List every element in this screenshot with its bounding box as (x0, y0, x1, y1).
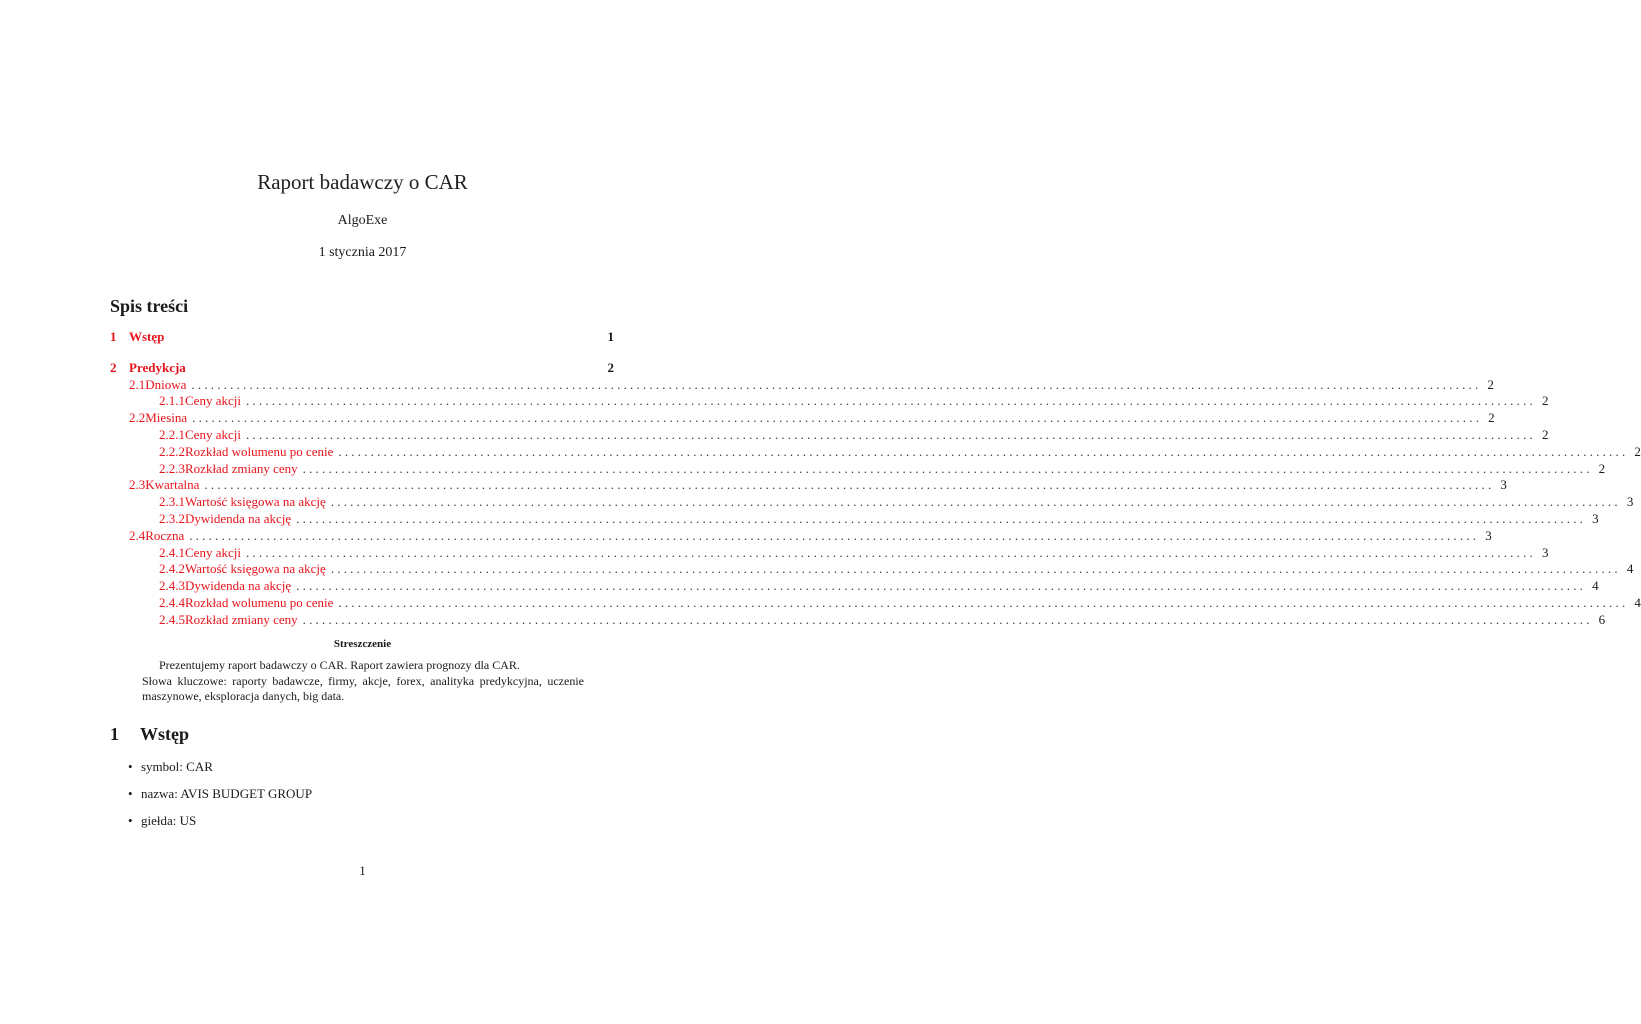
toc-leader-dots: ........................................................................................................................................................................................................ (245, 393, 1536, 409)
toc-entry-page: 2 (1488, 410, 1495, 426)
toc-entry[interactable] (110, 611, 1606, 629)
toc-leader-dots: ........................................................................................................................................................................................................ (338, 594, 1629, 610)
toc-entry[interactable] (110, 410, 1495, 427)
toc-leader-dots: ........................................................................................................................................................................................................ (296, 578, 1587, 594)
toc-leader-dots: ........................................................................................................................................................................................................ (330, 561, 1621, 577)
toc-entry-number[interactable]: 1 (110, 329, 117, 344)
abstract-paragraph: Prezentujemy raport badawczy o CAR. Raport zawiera prognozy dla CAR. (159, 658, 520, 672)
toc-entry-link[interactable]: Rozkład wolumenu po cenie (185, 594, 334, 610)
toc-entry-page: 1 (607, 329, 614, 344)
toc-entry[interactable] (110, 477, 1507, 494)
list-item (128, 785, 312, 812)
toc-entry[interactable] (110, 360, 614, 377)
intro-bullet-list (128, 758, 312, 839)
toc-entry[interactable] (110, 527, 1492, 545)
toc-entry-number[interactable]: 2.3 (129, 477, 146, 493)
bullet-icon: • (128, 786, 133, 801)
toc-entry-link[interactable]: Rozkład zmiany ceny (185, 460, 298, 476)
toc-entry-number[interactable]: 2 (110, 359, 117, 375)
toc-entry-link[interactable]: Ceny akcji (185, 544, 241, 560)
toc-entry-page: 2 (1541, 426, 1549, 442)
toc-leader-dots: ........................................................................................................................................................................................................ (192, 410, 1483, 426)
toc-entry-link[interactable]: Roczna (145, 527, 185, 543)
list-item-text: nazwa: AVIS BUDGET GROUP (141, 786, 313, 801)
toc-entry-number[interactable]: 2.4.1 (159, 544, 185, 560)
abstract-keywords: Słowa kluczowe: raporty badawcze, firmy, akcje, forex, analityka predykcyjna, uczenie maszynowe, eksploracja danych, big data. (142, 673, 584, 703)
list-item (128, 758, 312, 785)
document-author: AlgoExe (337, 213, 388, 228)
toc-entry-page: 3 (1592, 510, 1599, 526)
page-number: 1 (359, 863, 366, 878)
toc-entry-link[interactable]: Wstęp (129, 329, 165, 344)
toc-leader-dots: ........................................................................................................................................................................................................ (189, 527, 1480, 543)
toc-entry-number[interactable]: 2.1 (129, 376, 146, 392)
toc-leader-dots: ........................................................................................................................................................................................................ (330, 494, 1621, 510)
toc-entry-link[interactable]: Rozkład zmiany ceny (185, 611, 298, 627)
toc-entry[interactable] (110, 510, 1599, 528)
toc-entry-page: 2 (1541, 393, 1549, 409)
toc-entry-link[interactable]: Dniowa (145, 376, 187, 392)
toc-entry-number[interactable]: 2.4.2 (159, 561, 185, 577)
toc-entry[interactable] (110, 460, 1606, 478)
toc-entry[interactable] (110, 443, 1641, 461)
toc-entry[interactable] (110, 494, 1634, 511)
toc-entry-page: 2 (1487, 376, 1494, 392)
list-item (128, 812, 312, 839)
abstract (142, 658, 584, 705)
toc-entry-page: 2 (607, 359, 614, 375)
toc-entry-number[interactable]: 2.3.1 (159, 494, 185, 510)
toc-entry-page: 2 (1634, 443, 1641, 459)
toc-leader-dots: ........................................................................................................................................................................................................ (191, 376, 1482, 392)
toc-entry-number[interactable]: 2.4.3 (159, 578, 185, 594)
toc-leader-dots: ........................................................................................................................................................................................................ (245, 426, 1536, 442)
toc-entry[interactable] (110, 426, 1549, 444)
toc-entry-number[interactable]: 2.4 (129, 527, 146, 543)
toc-entry[interactable] (110, 578, 1599, 595)
toc-entry[interactable] (110, 594, 1641, 612)
toc-entry-page: 3 (1541, 544, 1549, 560)
toc-entry-page: 4 (1592, 578, 1599, 594)
section-heading-wstep (110, 724, 189, 745)
toc-entry[interactable] (110, 544, 1549, 562)
toc-leader-dots: ........................................................................................................................................................................................................ (302, 460, 1593, 476)
toc-entry-page: 4 (1634, 594, 1641, 610)
toc-entry[interactable] (110, 376, 1494, 394)
section-number: 1 (110, 724, 119, 744)
toc-entry-number[interactable]: 2.4.5 (159, 611, 185, 627)
toc-entry-link[interactable]: Wartość księgowa na akcję (185, 561, 326, 577)
toc-entry-page: 4 (1626, 561, 1634, 577)
toc-leader-dots: ........................................................................................................................................................................................................ (338, 443, 1629, 459)
toc-entry-number[interactable]: 2.4.4 (159, 594, 185, 610)
toc-entry-link[interactable]: Rozkład wolumenu po cenie (185, 443, 334, 459)
toc-leader-dots: ........................................................................................................................................................................................................ (296, 510, 1587, 526)
abstract-title: Streszczenie (333, 638, 392, 650)
table-of-contents (110, 329, 1641, 629)
toc-entry-page: 6 (1598, 611, 1606, 627)
toc-leader-dots: ........................................................................................................................................................................................................ (245, 544, 1536, 560)
document-date: 1 stycznia 2017 (318, 245, 407, 260)
toc-entry-link[interactable]: Kwartalna (145, 477, 200, 493)
toc-entry-link[interactable]: Dywidenda na akcję (185, 510, 292, 526)
list-item-text: giełda: US (141, 813, 197, 828)
toc-leader-dots: ........................................................................................................................................................................................................ (302, 611, 1593, 627)
toc-entry-number[interactable]: 2.2.2 (159, 443, 185, 459)
document-title: Raport badawczy o CAR (257, 170, 468, 194)
toc-entry-link[interactable]: Ceny akcji (185, 393, 241, 409)
toc-entry-page: 3 (1626, 494, 1634, 510)
toc-entry-number[interactable]: 2.2 (129, 410, 146, 426)
toc-entry-link[interactable]: Miesina (145, 410, 188, 426)
toc-entry-page: 3 (1485, 527, 1492, 543)
toc-entry-page: 3 (1500, 477, 1507, 493)
toc-entry-link[interactable]: Ceny akcji (185, 426, 241, 442)
toc-entry[interactable] (110, 329, 614, 346)
toc-entry-number[interactable]: 2.2.3 (159, 460, 185, 476)
toc-entry-number[interactable]: 2.2.1 (159, 426, 185, 442)
bullet-icon: • (128, 813, 133, 828)
toc-entry-link[interactable]: Predykcja (129, 359, 186, 375)
toc-entry-link[interactable]: Dywidenda na akcję (185, 578, 292, 594)
toc-entry-page: 2 (1598, 460, 1606, 476)
list-item-text: symbol: CAR (141, 759, 213, 774)
toc-entry-number[interactable]: 2.3.2 (159, 510, 185, 526)
section-title: Wstęp (140, 724, 189, 744)
toc-entry-link[interactable]: Wartość księgowa na akcję (185, 494, 326, 510)
toc-entry[interactable] (110, 561, 1634, 578)
toc-entry-number[interactable]: 2.1.1 (159, 393, 185, 409)
toc-entry[interactable] (110, 393, 1549, 410)
toc-heading: Spis treści (110, 296, 189, 316)
toc-leader-dots: ........................................................................................................................................................................................................ (204, 477, 1495, 493)
bullet-icon: • (128, 759, 133, 774)
